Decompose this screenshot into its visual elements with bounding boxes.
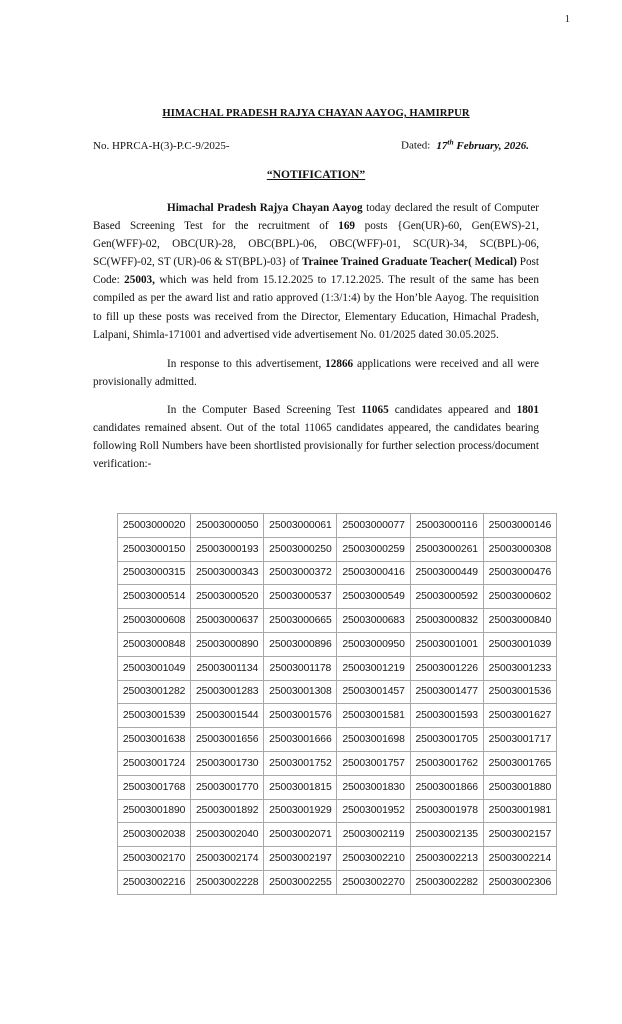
roll-number-cell: 25003001705	[410, 728, 483, 752]
p3-text-1: In the Computer Based Screening Test	[167, 404, 362, 417]
roll-number-cell: 25003002214	[483, 847, 556, 871]
page-number: 1	[564, 14, 570, 25]
roll-number-cell: 25003000343	[191, 561, 264, 585]
roll-number-cell: 25003002216	[118, 870, 191, 894]
roll-number-cell: 25003002210	[337, 847, 410, 871]
roll-number-cell: 25003002213	[410, 847, 483, 871]
roll-number-cell: 25003001593	[410, 704, 483, 728]
roll-number-cell: 25003001892	[191, 799, 264, 823]
p3-text-3: candidates remained absent. Out of the total 11065 candidates appeared, the candidates bearing following Roll Numbers have been shortlisted provisionally for further selection process/document verification:-	[93, 422, 539, 471]
roll-number-cell: 25003001666	[264, 728, 337, 752]
p1-text-3: Post Code:	[93, 256, 539, 287]
roll-number-cell: 25003001134	[191, 656, 264, 680]
roll-number-cell: 25003000950	[337, 632, 410, 656]
roll-number-cell: 25003001576	[264, 704, 337, 728]
roll-number-cell: 25003001581	[337, 704, 410, 728]
paragraph-appeared-absent	[93, 401, 539, 474]
roll-number-cell: 25003001929	[264, 799, 337, 823]
roll-number-cell: 25003000665	[264, 609, 337, 633]
roll-number-cell: 25003000416	[337, 561, 410, 585]
roll-number-cell: 25003000308	[483, 537, 556, 561]
roll-number-cell: 25003000848	[118, 632, 191, 656]
roll-number-cell: 25003000315	[118, 561, 191, 585]
roll-number-cell: 25003001830	[337, 775, 410, 799]
roll-number-cell: 25003000193	[191, 537, 264, 561]
roll-number-cell: 25003001539	[118, 704, 191, 728]
roll-number-cell: 25003002270	[337, 870, 410, 894]
roll-number-cell: 25003001768	[118, 775, 191, 799]
roll-number-cell: 25003000520	[191, 585, 264, 609]
organization-title: HIMACHAL PRADESH RAJYA CHAYAN AAYOG, HAMIRPUR	[162, 108, 470, 119]
roll-number-cell: 25003000372	[264, 561, 337, 585]
document-content	[93, 108, 539, 485]
table-row	[118, 609, 557, 633]
roll-number-cell: 25003001656	[191, 728, 264, 752]
table-row	[118, 799, 557, 823]
roll-number-cell: 25003001001	[410, 632, 483, 656]
roll-number-cell: 25003001765	[483, 751, 556, 775]
p2-text-1: In response to this advertisement,	[167, 357, 326, 370]
roll-number-cell: 25003001226	[410, 656, 483, 680]
roll-number-cell: 25003001978	[410, 799, 483, 823]
roll-number-cell: 25003001233	[483, 656, 556, 680]
table-row	[118, 870, 557, 894]
roll-number-cell: 25003001627	[483, 704, 556, 728]
roll-number-cell: 25003000832	[410, 609, 483, 633]
roll-number-cell: 25003000896	[264, 632, 337, 656]
appeared-count-bold: 11065	[361, 404, 389, 417]
roll-number-cell: 25003000637	[191, 609, 264, 633]
roll-number-cell: 25003000050	[191, 514, 264, 538]
roll-number-cell: 25003001219	[337, 656, 410, 680]
roll-number-cell: 25003001049	[118, 656, 191, 680]
table-row	[118, 656, 557, 680]
roll-number-cell: 25003000259	[337, 537, 410, 561]
table-row	[118, 632, 557, 656]
roll-number-cell: 25003001178	[264, 656, 337, 680]
table-row	[118, 537, 557, 561]
applications-count-bold: 12866	[325, 357, 354, 370]
roll-number-cell: 25003002038	[118, 823, 191, 847]
roll-number-cell: 25003001282	[118, 680, 191, 704]
notification-date	[401, 137, 539, 152]
date-rest: February, 2026.	[453, 139, 529, 152]
table-row	[118, 514, 557, 538]
roll-number-cell: 25003000514	[118, 585, 191, 609]
roll-number-cell: 25003001698	[337, 728, 410, 752]
absent-count-bold: 1801	[516, 404, 539, 417]
roll-number-cell: 25003000608	[118, 609, 191, 633]
roll-number-cell: 25003001762	[410, 751, 483, 775]
table-row	[118, 585, 557, 609]
reference-number: No. HPRCA-H(3)-P.C-9/2025-	[93, 139, 230, 152]
roll-number-cell: 25003000116	[410, 514, 483, 538]
post-count-bold: 169	[338, 219, 356, 232]
paragraph-result-declaration	[93, 199, 539, 344]
roll-number-cell: 25003002306	[483, 870, 556, 894]
roll-number-cell: 25003000476	[483, 561, 556, 585]
roll-number-cell: 25003001815	[264, 775, 337, 799]
roll-number-cell: 25003000020	[118, 514, 191, 538]
roll-number-cell: 25003000146	[483, 514, 556, 538]
p1-text-1: today declared the result of Computer Based Screening Test for the recruitment of	[93, 201, 540, 232]
aayog-name-bold: Himachal Pradesh Rajya Chayan Aayog	[167, 201, 363, 214]
roll-numbers-table-container	[117, 513, 557, 895]
roll-number-cell: 25003001757	[337, 751, 410, 775]
roll-number-cell: 25003000890	[191, 632, 264, 656]
roll-number-cell: 25003002174	[191, 847, 264, 871]
roll-number-cell: 25003002228	[191, 870, 264, 894]
roll-number-cell: 25003001544	[191, 704, 264, 728]
roll-number-cell: 25003000250	[264, 537, 337, 561]
table-row	[118, 680, 557, 704]
table-row	[118, 823, 557, 847]
table-row	[118, 561, 557, 585]
date-suffix: th	[447, 137, 454, 146]
post-code-bold: 25003,	[124, 274, 155, 287]
p1-text-4: which was held from 15.12.2025 to 17.12.2025. The result of the same has been compiled as per the award list and ratio approved (1:3/1:4) by the Hon’ble Aayog. The requisition to fill up these posts was received from the Director, Elementary Education, Himachal Pradesh, Lalpani, Shimla-171001 and advertised vide advertisement No. 01/2025 dated 30.05.2025.	[93, 274, 539, 341]
roll-number-cell: 25003002282	[410, 870, 483, 894]
roll-number-cell: 25003001717	[483, 728, 556, 752]
paragraph-applications	[93, 355, 539, 391]
roll-number-cell: 25003002255	[264, 870, 337, 894]
roll-number-cell: 25003000840	[483, 609, 556, 633]
roll-number-cell: 25003001730	[191, 751, 264, 775]
roll-number-cell: 25003000549	[337, 585, 410, 609]
roll-number-cell: 25003000592	[410, 585, 483, 609]
roll-number-cell: 25003002170	[118, 847, 191, 871]
roll-number-cell: 25003000683	[337, 609, 410, 633]
roll-number-cell: 25003001477	[410, 680, 483, 704]
roll-number-cell: 25003000077	[337, 514, 410, 538]
roll-number-cell: 25003000602	[483, 585, 556, 609]
roll-number-cell: 25003001981	[483, 799, 556, 823]
roll-number-cell: 25003001770	[191, 775, 264, 799]
p3-text-2: candidates appeared and	[388, 404, 517, 417]
roll-number-cell: 25003001952	[337, 799, 410, 823]
roll-number-cell: 25003000150	[118, 537, 191, 561]
roll-number-cell: 25003001283	[191, 680, 264, 704]
p2-text-2: applications were received and all were provisionally admitted.	[93, 357, 539, 388]
roll-number-cell: 25003002071	[264, 823, 337, 847]
roll-number-cell: 25003001752	[264, 751, 337, 775]
roll-number-cell: 25003000537	[264, 585, 337, 609]
roll-number-cell: 25003001039	[483, 632, 556, 656]
roll-number-cell: 25003001457	[337, 680, 410, 704]
table-row	[118, 704, 557, 728]
roll-number-cell: 25003002135	[410, 823, 483, 847]
roll-number-cell: 25003001880	[483, 775, 556, 799]
date-label: Dated:	[401, 139, 431, 152]
date-value	[436, 137, 529, 152]
roll-number-cell: 25003002197	[264, 847, 337, 871]
roll-number-cell: 25003002119	[337, 823, 410, 847]
post-name-bold: Trainee Trained Graduate Teacher( Medical)	[301, 256, 517, 269]
roll-number-cell: 25003001536	[483, 680, 556, 704]
roll-number-cell: 25003001724	[118, 751, 191, 775]
table-row	[118, 728, 557, 752]
roll-number-cell: 25003000261	[410, 537, 483, 561]
roll-number-cell: 25003001308	[264, 680, 337, 704]
reference-date-row	[93, 137, 539, 152]
roll-number-cell: 25003001638	[118, 728, 191, 752]
roll-number-cell: 25003000061	[264, 514, 337, 538]
roll-number-cell: 25003002040	[191, 823, 264, 847]
roll-number-cell: 25003000449	[410, 561, 483, 585]
roll-number-cell: 25003001890	[118, 799, 191, 823]
p1-text-2: posts {Gen(UR)-60, Gen(EWS)-21, Gen(WFF)-02, OBC(UR)-28, OBC(BPL)-06, OBC(WFF)-01, SC(UR)-34, SC(BPL)-06, SC(WFF)-02, ST (UR)-06 & ST(BPL)-03} of	[93, 219, 539, 269]
roll-number-cell: 25003002157	[483, 823, 556, 847]
date-day: 17	[436, 139, 448, 152]
table-row	[118, 751, 557, 775]
roll-number-cell: 25003001866	[410, 775, 483, 799]
roll-numbers-table-body	[118, 514, 557, 895]
roll-numbers-table	[117, 513, 557, 895]
notification-heading: “NOTIFICATION”	[266, 167, 366, 181]
table-row	[118, 775, 557, 799]
table-row	[118, 847, 557, 871]
